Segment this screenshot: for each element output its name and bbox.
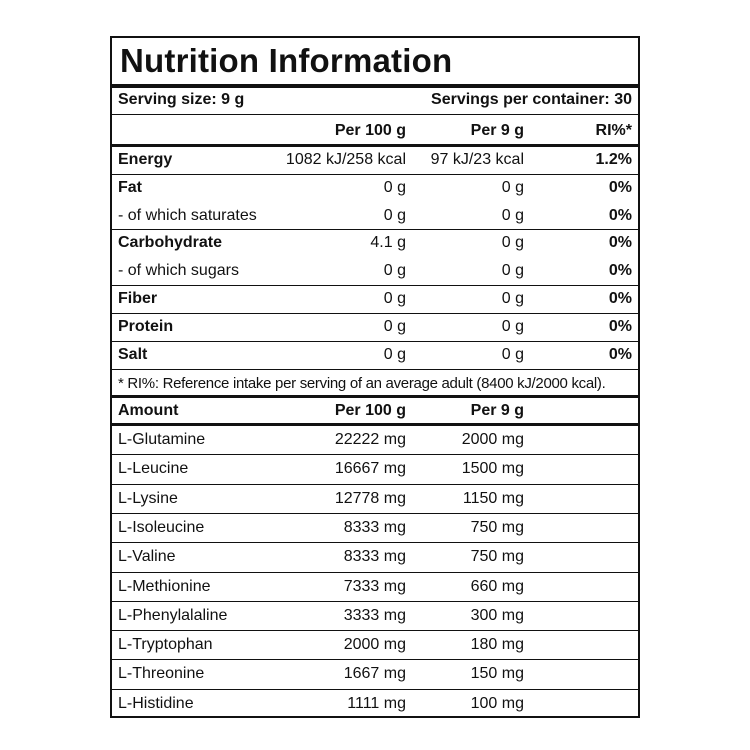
header-per-100g: Per 100 g (334, 122, 406, 139)
nutrient-name: Protein (118, 317, 174, 335)
amino-per-9g: 2000 mg (461, 431, 524, 448)
amino-name: L-Glutamine (118, 431, 206, 448)
nutrient-ri: 0% (608, 234, 632, 252)
nutrient-ri: 0% (608, 206, 632, 224)
nutrient-ri: 0% (608, 178, 632, 196)
nutrient-per-9g: 0 g (501, 290, 524, 307)
nutrient-per-100g: 4.1 g (370, 234, 406, 252)
title-divider (112, 84, 638, 88)
amino-row-divider (112, 484, 638, 485)
amino-row-divider (112, 542, 638, 543)
header-ri: RI%* (595, 122, 632, 139)
nutrient-row-divider (112, 341, 638, 342)
amino-name: L-Leucine (118, 460, 189, 478)
nutrient-per-100g: 0 g (383, 317, 406, 335)
nutrient-row-divider (112, 285, 638, 286)
amino-per-100g: 8333 mg (343, 518, 406, 536)
amino-per-100g: 1667 mg (343, 665, 406, 683)
amino-name: L-Lysine (118, 489, 178, 507)
amino-per-100g: 12778 mg (334, 489, 406, 507)
nutrient-ri: 0% (608, 290, 632, 307)
nutrient-per-9g: 0 g (501, 345, 524, 363)
nutrient-per-100g: 0 g (383, 206, 406, 224)
serving-size: Serving size: 9 g (118, 91, 245, 108)
nutrient-per-9g: 0 g (501, 206, 524, 224)
nutrient-name: Energy (118, 151, 173, 168)
amino-per-9g: 180 mg (470, 636, 524, 654)
amino-per-100g: 7333 mg (343, 577, 406, 595)
amino-per-9g: 300 mg (470, 606, 524, 624)
amino-name: L-Isoleucine (118, 518, 205, 536)
nutrient-per-100g: 0 g (383, 178, 406, 196)
amino-header-divider (112, 423, 638, 426)
nutrient-ri: 0% (608, 262, 632, 280)
amino-name: L-Methionine (118, 577, 211, 595)
nutrient-name: - of which sugars (118, 262, 239, 280)
nutrient-per-9g: 97 kJ/23 kcal (430, 151, 524, 168)
nutrient-per-9g: 0 g (501, 262, 524, 280)
amino-per-9g: 1150 mg (462, 489, 524, 507)
nutrient-name: Fat (118, 178, 142, 196)
nutrient-row-divider (112, 174, 638, 175)
nutrient-name: Carbohydrate (118, 234, 223, 252)
amino-row-divider (112, 630, 638, 631)
amino-per-100g: 2000 mg (343, 636, 406, 654)
nutrition-label (110, 36, 640, 718)
amino-per-100g: 16667 mg (334, 460, 406, 478)
amino-name: L-Threonine (118, 665, 205, 683)
serving-divider (112, 114, 638, 115)
amino-row-divider (112, 454, 638, 455)
footnote-top-divider (112, 369, 638, 370)
amino-per-9g: 660 mg (470, 577, 524, 595)
header-divider (112, 144, 638, 147)
nutrient-ri: 1.2% (595, 151, 632, 168)
nutrient-ri: 0% (608, 317, 632, 335)
amino-per-9g: 750 mg (470, 548, 524, 566)
servings-per-container: Servings per container: 30 (431, 91, 632, 108)
nutrient-name: Salt (118, 345, 148, 363)
amino-per-9g: 750 mg (470, 518, 524, 536)
nutrient-row-divider (112, 229, 638, 230)
amino-row-divider (112, 572, 638, 573)
nutrient-per-100g: 0 g (383, 290, 406, 307)
amino-per-100g: 3333 mg (343, 606, 406, 624)
nutrient-per-9g: 0 g (501, 178, 524, 196)
amino-name: L-Phenylalaline (118, 606, 228, 624)
amino-row-divider (112, 513, 638, 514)
amino-per-9g: 100 mg (470, 694, 524, 712)
amino-name: L-Tryptophan (118, 636, 213, 654)
amino-name: L-Histidine (118, 694, 194, 712)
nutrient-per-100g: 1082 kJ/258 kcal (285, 151, 406, 168)
nutrient-ri: 0% (608, 345, 632, 363)
nutrient-name: - of which saturates (118, 206, 257, 224)
header-amount: Amount (118, 402, 179, 419)
amino-per-9g: 150 mg (470, 665, 524, 683)
nutrient-per-9g: 0 g (501, 317, 524, 335)
footnote-divider (112, 395, 638, 398)
header-per-9g: Per 9 g (470, 122, 524, 139)
amino-per-100g: 1111 mg (347, 694, 406, 712)
amino-header-per-100g: Per 100 g (334, 402, 406, 419)
amino-per-100g: 8333 mg (343, 548, 406, 566)
nutrient-per-100g: 0 g (383, 345, 406, 363)
amino-per-100g: 22222 mg (334, 431, 406, 448)
amino-row-divider (112, 601, 638, 602)
amino-row-divider (112, 659, 638, 660)
nutrient-per-9g: 0 g (501, 234, 524, 252)
amino-row-divider (112, 689, 638, 690)
ri-footnote: * RI%: Reference intake per serving of an average adult (8400 kJ/2000 kcal). (118, 375, 606, 392)
nutrient-row-divider (112, 313, 638, 314)
label-title: Nutrition Information (120, 42, 453, 79)
amino-per-9g: 1500 mg (461, 460, 524, 478)
nutrient-per-100g: 0 g (383, 262, 406, 280)
nutrient-name: Fiber (118, 290, 158, 307)
amino-name: L-Valine (118, 548, 176, 566)
amino-header-per-9g: Per 9 g (470, 402, 524, 419)
